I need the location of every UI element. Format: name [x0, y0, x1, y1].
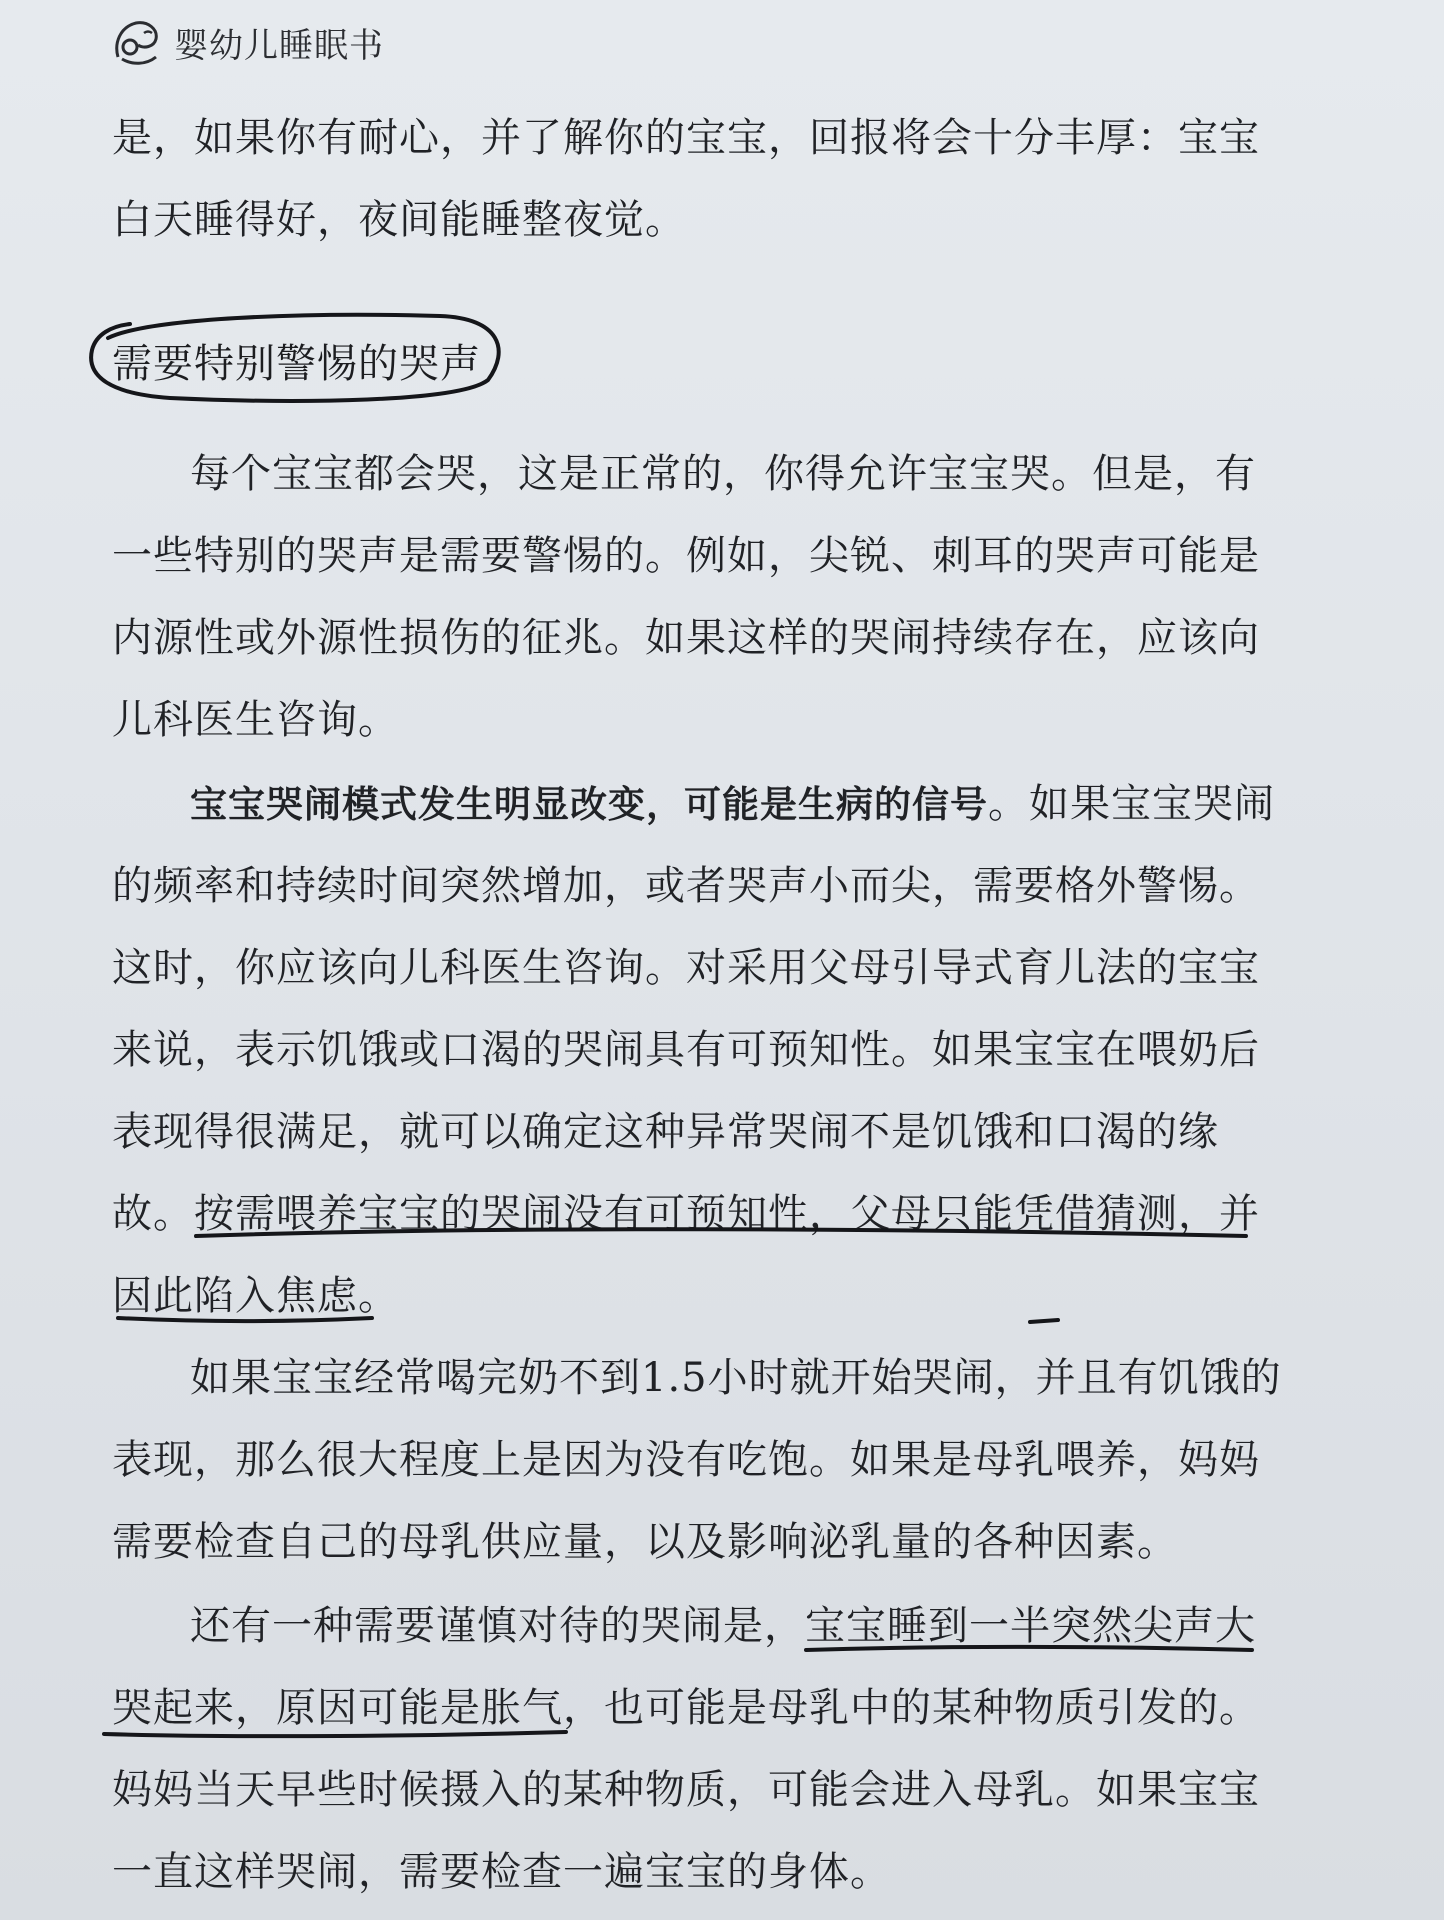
- p3-line-1: 如果宝宝经常喝完奶不到1.5小时就开始哭闹，并且有饥饿的: [190, 1355, 1282, 1401]
- p2-line-5: 表现得很满足，就可以确定这种异常哭闹不是饥饿和口渴的缘: [112, 1109, 1219, 1155]
- p3-line-2: 表现，那么很大程度上是因为没有吃饱。如果是母乳喂养，妈妈: [112, 1437, 1260, 1483]
- p1-line-3: 内源性或外源性损伤的征兆。如果这样的哭闹持续存在，应该向: [112, 615, 1260, 661]
- p2-line-4: 来说，表示饥饿或口渴的哭闹具有可预知性。如果宝宝在喂奶后: [112, 1027, 1260, 1073]
- p2-bold-lead: 宝宝哭闹模式发生明显改变，可能是生病的信号: [190, 783, 988, 826]
- p1-line-4: 儿科医生咨询。: [112, 697, 399, 743]
- p4-line-2: 哭起来，原因可能是胀气，也可能是母乳中的某种物质引发的。: [112, 1685, 1260, 1731]
- p2-line-6: 故。按需喂养宝宝的哭闹没有可预知性，父母只能凭借猜测，并: [112, 1191, 1260, 1237]
- p4-line-1: 还有一种需要谨慎对待的哭闹是，宝宝睡到一半突然尖声大: [190, 1603, 1256, 1649]
- p2-line-2: 的频率和持续时间突然增加，或者哭声小而尖，需要格外警惕。: [112, 863, 1260, 909]
- running-header: [108, 12, 384, 72]
- p2-line-1: [190, 776, 1275, 833]
- p4-line-3: 妈妈当天早些时候摄入的某种物质，可能会进入母乳。如果宝宝: [112, 1767, 1260, 1813]
- p1-line-2: 一些特别的哭声是需要警惕的。例如，尖锐、刺耳的哭声可能是: [112, 533, 1260, 579]
- p2-line-3: 这时，你应该向儿科医生咨询。对采用父母引导式育儿法的宝宝: [112, 945, 1260, 991]
- book-title: 婴幼儿睡眠书: [174, 25, 384, 66]
- section-heading: 需要特别警惕的哭声: [112, 341, 481, 387]
- p2-line-1-rest: 。如果宝宝哭闹: [988, 781, 1275, 827]
- p3-line-3: 需要检查自己的母乳供应量，以及影响泌乳量的各种因素。: [112, 1519, 1178, 1565]
- p1-line-1: 每个宝宝都会哭，这是正常的，你得允许宝宝哭。但是，有: [190, 451, 1256, 497]
- intro-line-1: 是，如果你有耐心，并了解你的宝宝，回报将会十分丰厚：宝宝: [112, 115, 1260, 161]
- book-logo-icon: [108, 13, 166, 71]
- p2-line-7: 因此陷入焦虑。: [112, 1273, 399, 1319]
- p4-line-4: 一直这样哭闹，需要检查一遍宝宝的身体。: [112, 1849, 891, 1895]
- intro-line-2: 白天睡得好，夜间能睡整夜觉。: [112, 197, 686, 243]
